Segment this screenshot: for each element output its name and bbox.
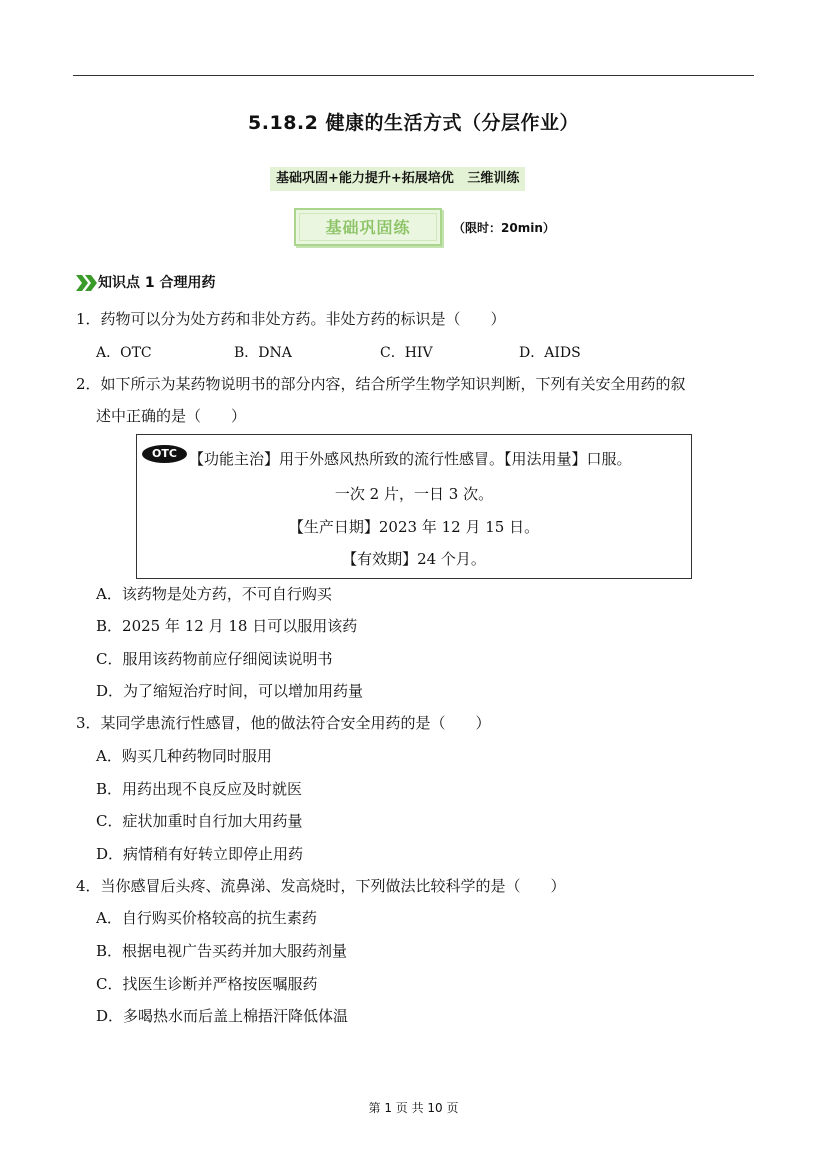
question-4-option-c: C．找医生诊断并严格按医嘱服药 (96, 975, 318, 993)
question-4-option-d: D．多喝热水而后盖上棉捂汗降低体温 (96, 1007, 349, 1025)
question-2-option-b: B．2025 年 12 月 18 日可以服用该药 (96, 617, 358, 635)
question-2-option-a: A．该药物是处方药，不可自行购买 (96, 585, 332, 603)
question-2-option-d: D．为了缩短治疗时间，可以增加用药量 (96, 682, 364, 700)
question-3-option-b: B．用药出现不良反应及时就医 (96, 780, 303, 798)
question-1-stem: 1．药物可以分为处方药和非处方药。非处方药的标识是（ ） (76, 310, 506, 328)
drug-production-date: 【生产日期】2023 年 12 月 15 日。 (288, 518, 540, 536)
question-1-option-c: C．HIV (380, 345, 433, 361)
time-limit: （限时：20min） (453, 221, 555, 235)
double-chevron-right-icon (76, 275, 98, 291)
question-3-option-a: A．购买几种药物同时服用 (96, 747, 272, 765)
drug-expiry: 【有效期】24 个月。 (342, 550, 486, 568)
question-3-stem: 3．某同学患流行性感冒，他的做法符合安全用药的是（ ） (76, 714, 491, 732)
question-3-option-d: D．病情稍有好转立即停止用药 (96, 845, 304, 863)
question-2-stem-line1: 2．如下所示为某药物说明书的部分内容，结合所学生物学知识判断，下列有关安全用药的叙 (76, 375, 686, 393)
question-4-option-a: A．自行购买价格较高的抗生素药 (96, 909, 317, 927)
otc-logo: OTC (142, 445, 187, 463)
drug-label-box (136, 434, 692, 579)
basic-practice-badge (294, 208, 442, 246)
question-1-option-a: A．OTC (96, 345, 152, 361)
question-4-stem: 4．当你感冒后头疼、流鼻涕、发高烧时，下列做法比较科学的是（ ） (76, 877, 566, 895)
drug-dosage: 一次 2 片，一日 3 次。 (334, 485, 494, 503)
header-rule (73, 75, 754, 76)
page-footer: 第 1 页 共 10 页 (368, 1101, 459, 1115)
section-heading: 知识点 1 合理用药 (98, 275, 216, 291)
question-1-option-b: B．DNA (234, 345, 292, 361)
question-1-option-d: D．AIDS (519, 345, 581, 361)
question-3-option-c: C．症状加重时自行加大用药量 (96, 812, 303, 830)
subtitle-banner: 基础巩固+能力提升+拓展培优 三维训练 (270, 167, 525, 191)
drug-function-usage: 【功能主治】用于外感风热所致的流行性感冒。【用法用量】口服。 (189, 450, 632, 468)
question-2-option-c: C．服用该药物前应仔细阅读说明书 (96, 650, 333, 668)
badge-label: 基础巩固练 (299, 213, 437, 241)
page-title: 5.18.2 健康的生活方式（分层作业） (248, 112, 579, 134)
question-4-option-b: B．根据电视广告买药并加大服药剂量 (96, 942, 348, 960)
question-2-stem-line2: 述中正确的是（ ） (96, 407, 247, 425)
